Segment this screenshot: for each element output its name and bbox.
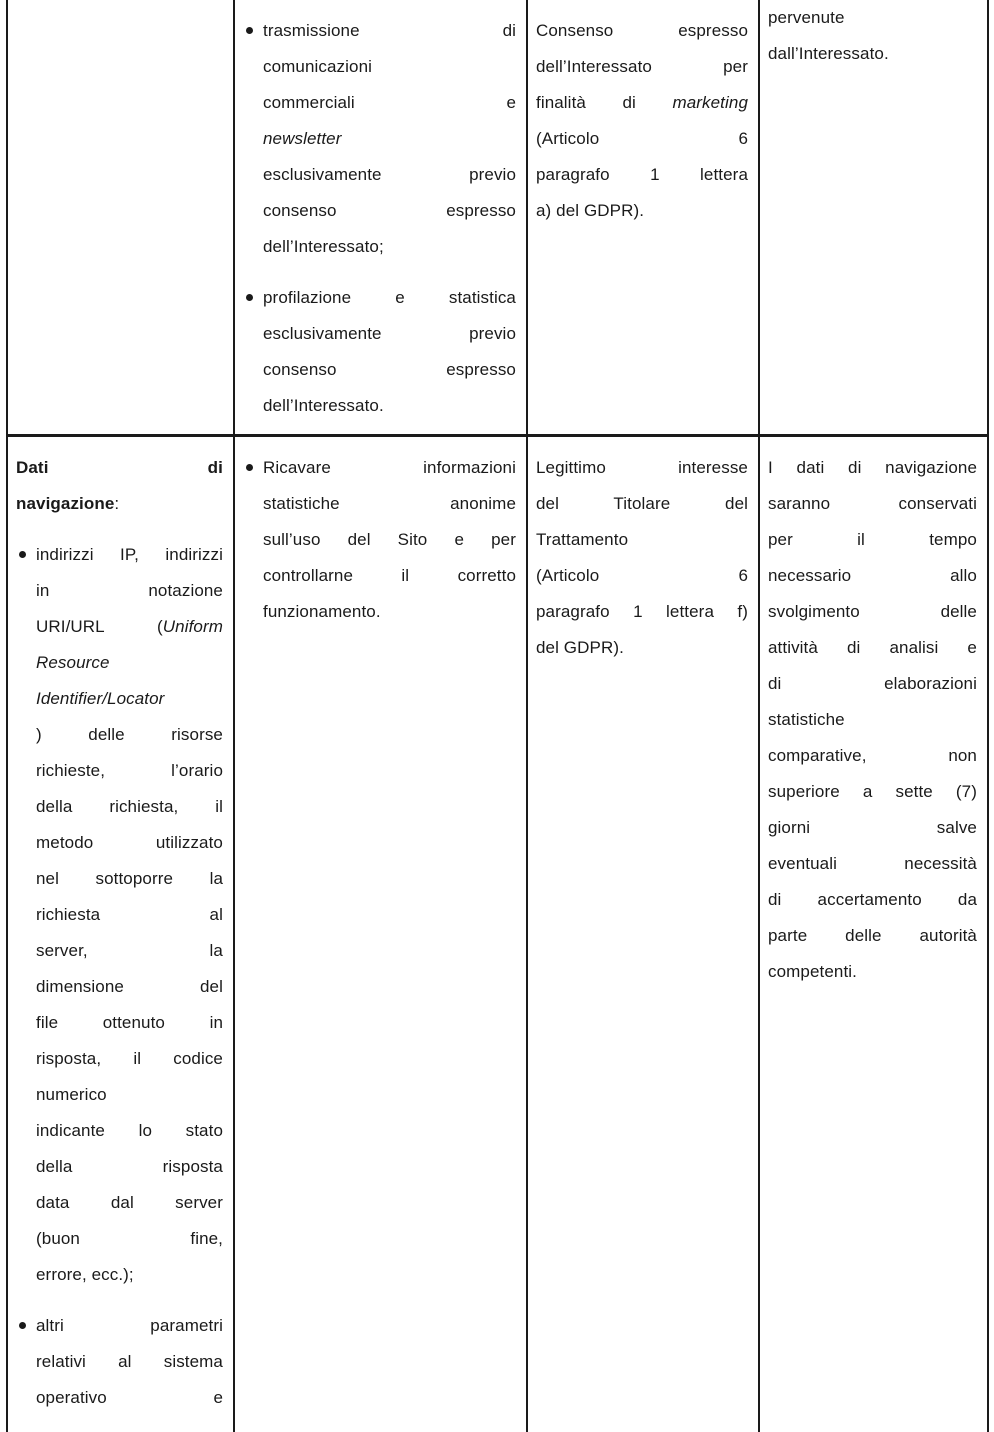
text-segment: profilazione e statistica	[263, 288, 516, 307]
text-segment: funzionamento.	[263, 602, 381, 621]
table-cell	[758, 0, 989, 437]
text-segment: del Titolare del	[536, 494, 748, 513]
text-line	[768, 558, 977, 594]
text-segment: statistiche	[768, 710, 845, 729]
text-segment: in notazione	[36, 581, 223, 600]
text-segment: indicante lo stato	[36, 1121, 223, 1140]
text-line	[263, 486, 516, 522]
italic-text: Resource	[36, 653, 110, 672]
text-segment: (buon fine,	[36, 1229, 223, 1248]
italic-text: Identifier/Locator	[36, 689, 165, 708]
table-cell	[6, 437, 233, 1432]
text-line	[768, 810, 977, 846]
text-line	[768, 738, 977, 774]
text-line	[36, 861, 223, 897]
text-segment: dimensione del	[36, 977, 223, 996]
text-segment: nel sottoporre la	[36, 869, 223, 888]
text-line	[768, 522, 977, 558]
text-line	[768, 486, 977, 522]
text-line	[768, 666, 977, 702]
text-line	[768, 0, 977, 36]
text-line	[536, 121, 748, 157]
text-line	[36, 537, 223, 573]
text-segment: dall’Interessato.	[768, 44, 889, 63]
list-item	[243, 450, 516, 630]
text-line	[36, 753, 223, 789]
text-line	[36, 1185, 223, 1221]
text-line	[536, 85, 748, 121]
text-line	[536, 486, 748, 522]
text-line	[768, 36, 977, 72]
text-segment: richiesta al	[36, 905, 223, 924]
text-segment: Ricavare informazioni	[263, 458, 516, 477]
text-line	[263, 352, 516, 388]
text-segment: trasmissione di	[263, 21, 516, 40]
text-segment: risposta, il codice	[36, 1049, 223, 1068]
text-line	[36, 789, 223, 825]
text-line	[768, 846, 977, 882]
text-segment: I dati di navigazione	[768, 458, 977, 477]
text-segment: dell’Interessato;	[263, 237, 384, 256]
text-line	[263, 316, 516, 352]
text-line	[36, 573, 223, 609]
text-segment: giorni salve	[768, 818, 977, 837]
text-segment: altri parametri	[36, 1316, 223, 1335]
text-segment: (Articolo 6	[536, 129, 748, 148]
text-segment: svolgimento delle	[768, 602, 977, 621]
bullet-icon	[19, 1322, 26, 1329]
paragraph	[16, 450, 223, 522]
list-item	[243, 13, 516, 265]
text-line	[263, 388, 516, 424]
text-segment: operativo e	[36, 1388, 223, 1407]
paragraph	[768, 0, 977, 72]
text-line	[36, 645, 223, 681]
italic-text: Uniform	[162, 617, 223, 636]
text-segment: esclusivamente previo	[263, 324, 516, 343]
italic-text: newsletter	[263, 129, 342, 148]
list-item	[243, 280, 516, 424]
table-cell	[233, 437, 526, 1432]
text-segment: ) delle risorse	[36, 725, 223, 744]
text-segment: :	[114, 494, 120, 513]
bold-text: Dati di	[16, 458, 223, 477]
text-segment: di elaborazioni	[768, 674, 977, 693]
text-segment: eventuali necessità	[768, 854, 977, 873]
text-line	[36, 717, 223, 753]
text-segment: finalità di	[536, 93, 673, 112]
text-segment: attività di analisi e	[768, 638, 977, 657]
text-line	[536, 450, 748, 486]
text-line	[36, 933, 223, 969]
text-line	[536, 594, 748, 630]
text-segment: del GDPR).	[536, 638, 624, 657]
text-line	[36, 1041, 223, 1077]
text-segment: sull’uso del Sito e per	[263, 530, 516, 549]
text-line	[36, 609, 223, 645]
bold-text: navigazione	[16, 494, 115, 513]
text-line	[263, 121, 516, 157]
text-segment: commerciali e	[263, 93, 516, 112]
text-line	[768, 882, 977, 918]
text-segment: a) del GDPR).	[536, 201, 645, 220]
text-line	[36, 969, 223, 1005]
text-segment: (Articolo 6	[536, 566, 748, 585]
text-line	[36, 825, 223, 861]
text-segment: consenso espresso	[263, 360, 516, 379]
text-line	[16, 486, 223, 522]
text-segment: richieste, l’orario	[36, 761, 223, 780]
text-line	[36, 1113, 223, 1149]
list-item	[16, 537, 223, 1293]
text-line	[536, 193, 748, 229]
text-line	[36, 897, 223, 933]
text-segment: necessario allo	[768, 566, 977, 585]
text-segment: file ottenuto in	[36, 1013, 223, 1032]
text-segment: di accertamento da	[768, 890, 977, 909]
table-cell	[758, 437, 989, 1432]
text-segment: dell’Interessato.	[263, 396, 384, 415]
text-segment: comunicazioni	[263, 57, 373, 76]
text-line	[263, 193, 516, 229]
table-cell	[233, 0, 526, 437]
bullet-icon	[246, 27, 253, 34]
text-line	[263, 85, 516, 121]
text-line	[36, 1344, 223, 1380]
text-line	[36, 681, 223, 717]
text-segment: consenso espresso	[263, 201, 516, 220]
text-segment: statistiche anonime	[263, 494, 516, 513]
text-line	[263, 13, 516, 49]
text-line	[263, 558, 516, 594]
text-segment: errore, ecc.);	[36, 1265, 134, 1284]
text-line	[536, 522, 748, 558]
bullet-icon	[246, 294, 253, 301]
list-item	[16, 1308, 223, 1416]
text-segment: relativi al sistema	[36, 1352, 223, 1371]
text-segment: metodo utilizzato	[36, 833, 223, 852]
text-line	[263, 49, 516, 85]
text-segment: indirizzi IP, indirizzi	[36, 545, 223, 564]
table-cell	[526, 437, 758, 1432]
text-line	[536, 630, 748, 666]
text-line	[36, 1380, 223, 1416]
text-segment: paragrafo 1 lettera	[536, 165, 748, 184]
text-line	[536, 157, 748, 193]
text-line	[536, 558, 748, 594]
text-segment: Legittimo interesse	[536, 458, 748, 477]
text-line	[768, 918, 977, 954]
text-segment: parte delle autorità	[768, 926, 977, 945]
text-segment: competenti.	[768, 962, 857, 981]
text-segment: della richiesta, il	[36, 797, 223, 816]
text-line	[36, 1077, 223, 1113]
privacy-policy-table	[6, 0, 989, 1432]
text-line	[36, 1257, 223, 1293]
text-line	[768, 630, 977, 666]
text-segment: controllarne il corretto	[263, 566, 516, 585]
table-cell	[526, 0, 758, 437]
text-segment: data dal server	[36, 1193, 223, 1212]
text-line	[36, 1308, 223, 1344]
text-line	[36, 1005, 223, 1041]
text-segment: della risposta	[36, 1157, 223, 1176]
table-cell	[6, 0, 233, 437]
text-segment: paragrafo 1 lettera f)	[536, 602, 748, 621]
text-segment: server, la	[36, 941, 223, 960]
text-segment: pervenute	[768, 8, 845, 27]
text-segment: per il tempo	[768, 530, 977, 549]
italic-text: marketing	[672, 93, 748, 112]
text-line	[263, 157, 516, 193]
bullet-icon	[246, 464, 253, 471]
text-segment: Consenso espresso	[536, 21, 748, 40]
text-line	[36, 1221, 223, 1257]
text-line	[263, 594, 516, 630]
text-segment: Trattamento	[536, 530, 629, 549]
paragraph	[768, 450, 977, 990]
text-segment: numerico	[36, 1085, 107, 1104]
text-segment: esclusivamente previo	[263, 165, 516, 184]
text-line	[768, 774, 977, 810]
text-line	[768, 450, 977, 486]
text-segment: superiore a sette (7)	[768, 782, 977, 801]
text-line	[16, 450, 223, 486]
text-line	[263, 280, 516, 316]
paragraph	[536, 13, 748, 229]
text-line	[768, 702, 977, 738]
text-line	[263, 229, 516, 265]
text-segment: dell’Interessato per	[536, 57, 748, 76]
text-line	[768, 594, 977, 630]
text-line	[536, 49, 748, 85]
text-line	[263, 450, 516, 486]
text-segment: saranno conservati	[768, 494, 977, 513]
text-segment: URI/URL (	[36, 617, 163, 636]
bullet-icon	[19, 551, 26, 558]
text-line	[263, 522, 516, 558]
paragraph	[536, 450, 748, 666]
text-line	[768, 954, 977, 990]
text-line	[36, 1149, 223, 1185]
text-segment: comparative, non	[768, 746, 977, 765]
text-line	[536, 13, 748, 49]
